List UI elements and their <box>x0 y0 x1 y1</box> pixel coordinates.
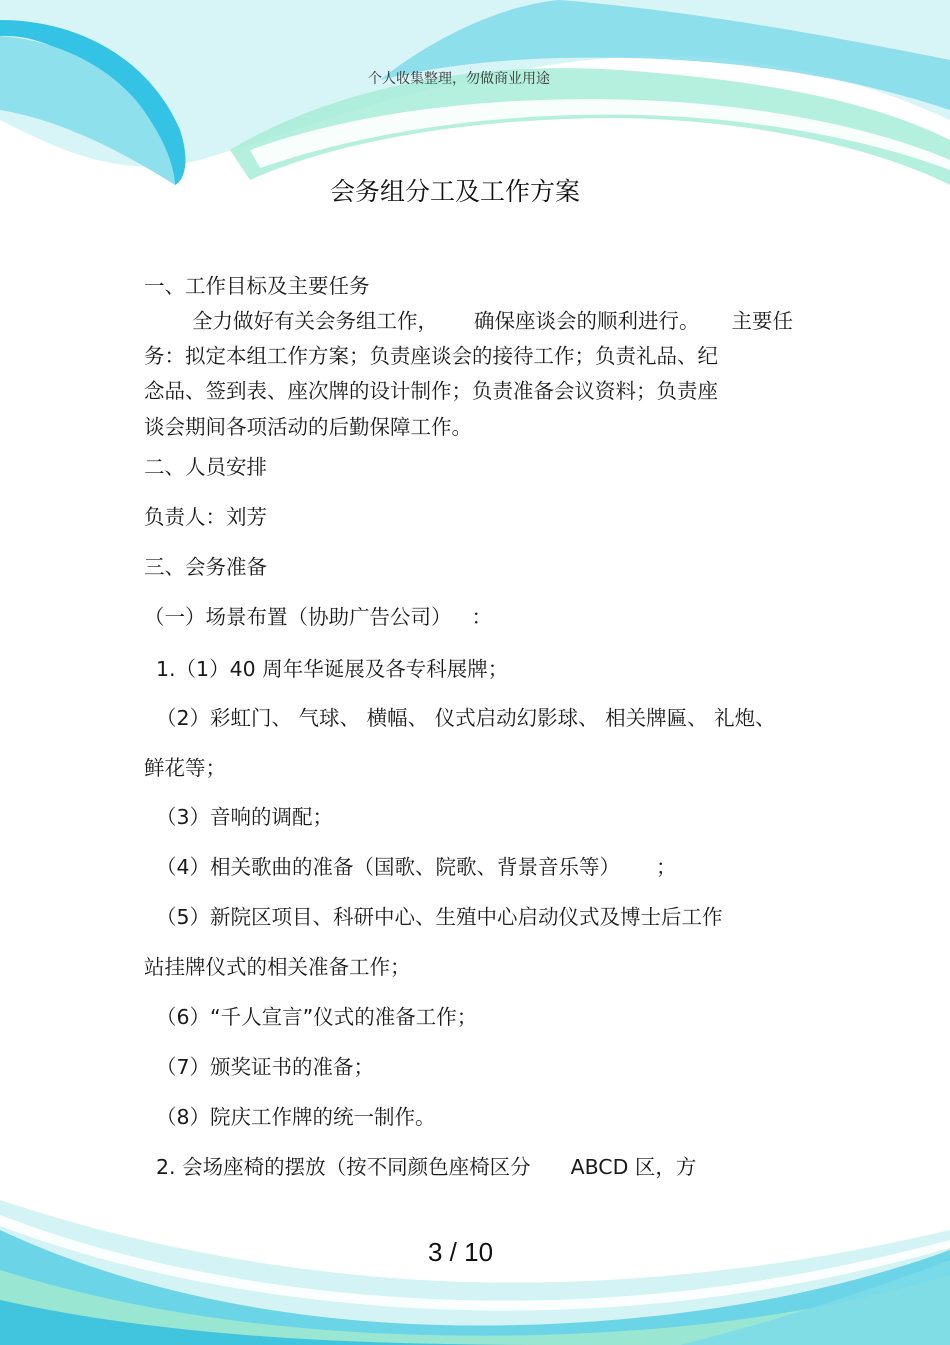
responsible-person: 负责人：刘芳 <box>144 505 267 529</box>
section-1-paragraph-line-1 <box>192 307 793 335</box>
section-1-paragraph-line-4: 谈会期间各项活动的后勤保障工作。 <box>144 415 472 439</box>
section-1-paragraph-line-3: 念品、签到表、座次牌的设计制作；负责准备会议资料；负责座 <box>144 379 718 403</box>
list-item-8: （8）院庆工作牌的统一制作。 <box>156 1105 436 1129</box>
document-title: 会务组分工及工作方案 <box>330 177 581 206</box>
list-item-text: （4）相关歌曲的准备（国歌、院歌、背景音乐等） <box>156 855 621 879</box>
list-item-7: （7）颁奖证书的准备； <box>156 1055 375 1079</box>
subsection-label: （一）场景布置（协助广告公司） <box>144 605 452 629</box>
list-item-text: 2. 会场座椅的摆放（按不同颜色座椅区分 <box>156 1155 531 1179</box>
list-item-3: （3）音响的调配； <box>156 805 334 829</box>
page-number: 3 / 10 <box>428 1237 494 1267</box>
list-item-4 <box>156 853 677 881</box>
list-item-semicolon: ； <box>656 855 677 879</box>
list-item-2: （2）彩虹门、 气球、 横幅、 仪式启动幻影球、 相关牌匾、 礼炮、 <box>156 706 776 730</box>
list-item-1: 1.（1）40 周年华诞展及各专科展牌； <box>156 657 509 681</box>
header-note: 个人收集整理，勿做商业用途 <box>368 71 550 87</box>
subsection-scene-layout <box>144 603 492 631</box>
paragraph-fragment: 全力做好有关会务组工作， <box>192 309 438 333</box>
list-item-5-continued: 站挂牌仪式的相关准备工作； <box>144 955 411 979</box>
paragraph-fragment: 确保座谈会的顺利进行。 <box>474 309 700 333</box>
list-item-2-continued: 鲜花等； <box>144 756 226 780</box>
section-3-heading: 三、会务准备 <box>144 555 267 579</box>
list-item-text-end: ABCD 区，方 <box>570 1155 697 1179</box>
section-1-paragraph-line-2: 务：拟定本组工作方案；负责座谈会的接待工作；负责礼品、纪 <box>144 344 718 368</box>
paragraph-fragment: 主要任 <box>731 309 793 333</box>
section-1-heading: 一、工作目标及主要任务 <box>144 274 370 298</box>
subsection-colon: ： <box>471 605 492 629</box>
section-2-heading: 二、人员安排 <box>144 455 267 479</box>
list-item-5: （5）新院区项目、科研中心、生殖中心启动仪式及博士后工作 <box>156 905 723 929</box>
list-item-6: （6）“千人宣言”仪式的准备工作； <box>156 1005 478 1029</box>
list-item-9 <box>156 1153 696 1181</box>
